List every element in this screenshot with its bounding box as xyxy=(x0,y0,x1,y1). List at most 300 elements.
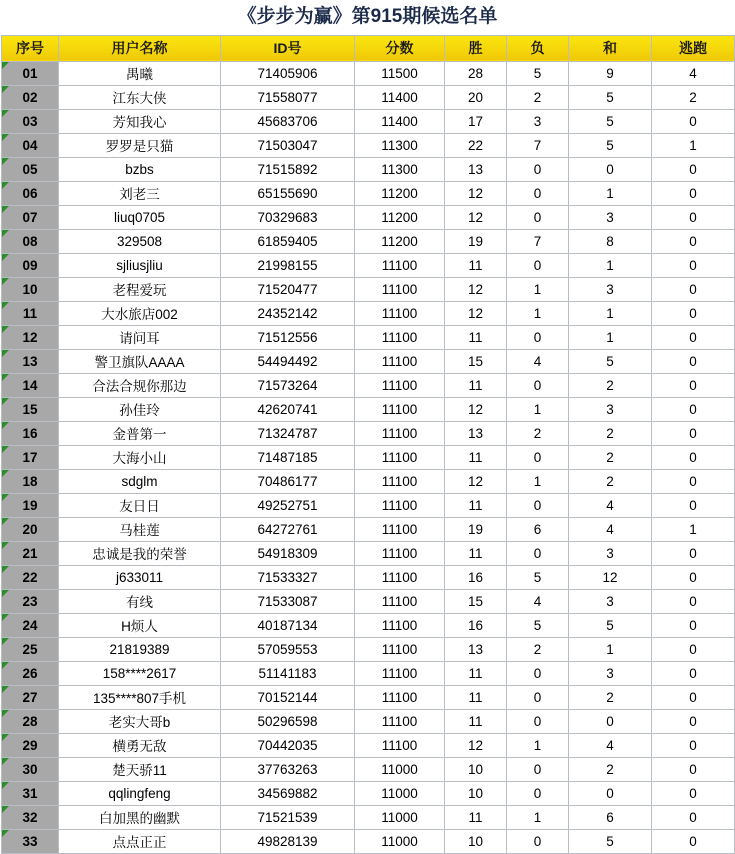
cell-losses: 0 xyxy=(507,373,569,397)
cell-score: 11000 xyxy=(355,805,445,829)
cell-id: 50296598 xyxy=(221,709,355,733)
table-row xyxy=(2,493,735,517)
cell-index: 23 xyxy=(2,589,59,613)
cell-losses: 0 xyxy=(507,181,569,205)
cell-losses: 4 xyxy=(507,589,569,613)
cell-draws: 4 xyxy=(569,733,652,757)
cell-wins: 12 xyxy=(445,181,507,205)
cell-index: 25 xyxy=(2,637,59,661)
cell-username: 江东大侠 xyxy=(59,85,221,109)
cell-wins: 11 xyxy=(445,685,507,709)
cell-losses: 0 xyxy=(507,685,569,709)
cell-score: 11100 xyxy=(355,349,445,373)
cell-id: 45683706 xyxy=(221,109,355,133)
cell-wins: 15 xyxy=(445,589,507,613)
cell-score: 11100 xyxy=(355,277,445,301)
cell-losses: 0 xyxy=(507,709,569,733)
cell-index: 28 xyxy=(2,709,59,733)
cell-draws: 9 xyxy=(569,61,652,85)
cell-id: 71503047 xyxy=(221,133,355,157)
cell-id: 42620741 xyxy=(221,397,355,421)
cell-wins: 11 xyxy=(445,253,507,277)
cell-draws: 5 xyxy=(569,613,652,637)
cell-escapes: 0 xyxy=(652,229,735,253)
cell-losses: 0 xyxy=(507,829,569,853)
cell-draws: 2 xyxy=(569,445,652,469)
cell-wins: 11 xyxy=(445,325,507,349)
cell-losses: 1 xyxy=(507,397,569,421)
cell-draws: 3 xyxy=(569,589,652,613)
cell-score: 11300 xyxy=(355,157,445,181)
cell-id: 71558077 xyxy=(221,85,355,109)
cell-username: 楚天骄11 xyxy=(59,757,221,781)
cell-escapes: 0 xyxy=(652,781,735,805)
cell-escapes: 0 xyxy=(652,421,735,445)
cell-index: 02 xyxy=(2,85,59,109)
table-header-row xyxy=(2,35,735,61)
cell-index: 16 xyxy=(2,421,59,445)
cell-id: 54918309 xyxy=(221,541,355,565)
table-row xyxy=(2,637,735,661)
cell-score: 11100 xyxy=(355,445,445,469)
cell-username: 芳知我心 xyxy=(59,109,221,133)
cell-username: bzbs xyxy=(59,157,221,181)
cell-draws: 3 xyxy=(569,661,652,685)
cell-id: 51141183 xyxy=(221,661,355,685)
cell-id: 71520477 xyxy=(221,277,355,301)
cell-losses: 7 xyxy=(507,133,569,157)
cell-wins: 12 xyxy=(445,733,507,757)
cell-losses: 1 xyxy=(507,733,569,757)
cell-wins: 11 xyxy=(445,493,507,517)
table-row xyxy=(2,565,735,589)
cell-id: 71573264 xyxy=(221,373,355,397)
table-row xyxy=(2,805,735,829)
cell-id: 65155690 xyxy=(221,181,355,205)
table-row xyxy=(2,829,735,853)
cell-losses: 0 xyxy=(507,757,569,781)
cell-escapes: 1 xyxy=(652,133,735,157)
cell-draws: 3 xyxy=(569,277,652,301)
cell-index: 12 xyxy=(2,325,59,349)
cell-draws: 2 xyxy=(569,469,652,493)
cell-username: 孙佳玲 xyxy=(59,397,221,421)
cell-index: 20 xyxy=(2,517,59,541)
cell-losses: 1 xyxy=(507,301,569,325)
cell-draws: 12 xyxy=(569,565,652,589)
cell-username: 金普第一 xyxy=(59,421,221,445)
cell-username: 有线 xyxy=(59,589,221,613)
cell-id: 70152144 xyxy=(221,685,355,709)
table-row xyxy=(2,781,735,805)
cell-draws: 0 xyxy=(569,709,652,733)
cell-id: 71512556 xyxy=(221,325,355,349)
cell-score: 11100 xyxy=(355,493,445,517)
cell-wins: 12 xyxy=(445,205,507,229)
cell-index: 10 xyxy=(2,277,59,301)
table-header xyxy=(2,35,735,61)
cell-losses: 1 xyxy=(507,805,569,829)
cell-score: 11100 xyxy=(355,661,445,685)
cell-username: 21819389 xyxy=(59,637,221,661)
cell-draws: 1 xyxy=(569,181,652,205)
cell-index: 19 xyxy=(2,493,59,517)
cell-score: 11100 xyxy=(355,685,445,709)
table-row xyxy=(2,301,735,325)
cell-losses: 2 xyxy=(507,85,569,109)
cell-escapes: 0 xyxy=(652,565,735,589)
cell-username: 329508 xyxy=(59,229,221,253)
cell-escapes: 0 xyxy=(652,397,735,421)
table-row xyxy=(2,325,735,349)
cell-id: 61859405 xyxy=(221,229,355,253)
cell-username: sjliusjliu xyxy=(59,253,221,277)
column-header-id: ID号 xyxy=(221,35,355,61)
table-row xyxy=(2,613,735,637)
table-row xyxy=(2,397,735,421)
cell-losses: 0 xyxy=(507,205,569,229)
table-row xyxy=(2,373,735,397)
cell-index: 33 xyxy=(2,829,59,853)
cell-draws: 1 xyxy=(569,301,652,325)
cell-username: 禺曦 xyxy=(59,61,221,85)
cell-wins: 12 xyxy=(445,277,507,301)
cell-draws: 2 xyxy=(569,757,652,781)
cell-draws: 1 xyxy=(569,253,652,277)
cell-index: 22 xyxy=(2,565,59,589)
cell-id: 34569882 xyxy=(221,781,355,805)
table-body xyxy=(2,61,735,853)
cell-username: 友日日 xyxy=(59,493,221,517)
cell-draws: 5 xyxy=(569,109,652,133)
cell-index: 32 xyxy=(2,805,59,829)
cell-id: 71487185 xyxy=(221,445,355,469)
table-row xyxy=(2,61,735,85)
cell-index: 06 xyxy=(2,181,59,205)
cell-losses: 5 xyxy=(507,613,569,637)
cell-losses: 0 xyxy=(507,445,569,469)
column-header-draws: 和 xyxy=(569,35,652,61)
cell-score: 11100 xyxy=(355,565,445,589)
cell-id: 71533087 xyxy=(221,589,355,613)
cell-wins: 16 xyxy=(445,613,507,637)
cell-losses: 7 xyxy=(507,229,569,253)
cell-wins: 17 xyxy=(445,109,507,133)
cell-username: 大海小山 xyxy=(59,445,221,469)
cell-score: 11100 xyxy=(355,709,445,733)
cell-score: 11300 xyxy=(355,133,445,157)
cell-score: 11100 xyxy=(355,421,445,445)
cell-id: 57059553 xyxy=(221,637,355,661)
cell-draws: 2 xyxy=(569,421,652,445)
cell-username: liuq0705 xyxy=(59,205,221,229)
cell-losses: 5 xyxy=(507,565,569,589)
cell-username: 请问耳 xyxy=(59,325,221,349)
cell-wins: 10 xyxy=(445,781,507,805)
cell-wins: 13 xyxy=(445,637,507,661)
table-row xyxy=(2,733,735,757)
cell-username: 白加黑的幽默 xyxy=(59,805,221,829)
cell-username: qqlingfeng xyxy=(59,781,221,805)
cell-draws: 8 xyxy=(569,229,652,253)
cell-id: 71405906 xyxy=(221,61,355,85)
table-row xyxy=(2,157,735,181)
cell-username: 158****2617 xyxy=(59,661,221,685)
cell-wins: 11 xyxy=(445,805,507,829)
cell-index: 31 xyxy=(2,781,59,805)
cell-losses: 0 xyxy=(507,493,569,517)
cell-username: 点点正正 xyxy=(59,829,221,853)
cell-wins: 11 xyxy=(445,541,507,565)
cell-wins: 10 xyxy=(445,829,507,853)
candidate-table xyxy=(1,35,735,854)
table-row xyxy=(2,661,735,685)
cell-escapes: 0 xyxy=(652,757,735,781)
cell-draws: 3 xyxy=(569,397,652,421)
cell-wins: 12 xyxy=(445,301,507,325)
cell-draws: 6 xyxy=(569,805,652,829)
cell-wins: 15 xyxy=(445,349,507,373)
cell-losses: 0 xyxy=(507,253,569,277)
cell-draws: 2 xyxy=(569,685,652,709)
cell-score: 11100 xyxy=(355,301,445,325)
cell-score: 11400 xyxy=(355,85,445,109)
cell-escapes: 0 xyxy=(652,637,735,661)
cell-score: 11200 xyxy=(355,229,445,253)
cell-wins: 10 xyxy=(445,757,507,781)
cell-losses: 0 xyxy=(507,325,569,349)
cell-escapes: 0 xyxy=(652,181,735,205)
cell-username: 马桂莲 xyxy=(59,517,221,541)
page-title: 《步步为赢》第915期候选名单 xyxy=(237,6,498,27)
table-row xyxy=(2,277,735,301)
cell-score: 11100 xyxy=(355,325,445,349)
cell-losses: 2 xyxy=(507,421,569,445)
cell-wins: 22 xyxy=(445,133,507,157)
cell-draws: 0 xyxy=(569,781,652,805)
cell-score: 11100 xyxy=(355,469,445,493)
cell-id: 49828139 xyxy=(221,829,355,853)
cell-index: 24 xyxy=(2,613,59,637)
cell-score: 11100 xyxy=(355,397,445,421)
cell-index: 05 xyxy=(2,157,59,181)
cell-losses: 5 xyxy=(507,61,569,85)
cell-index: 27 xyxy=(2,685,59,709)
cell-username: 135****807手机 xyxy=(59,685,221,709)
cell-username: H烦人 xyxy=(59,613,221,637)
column-header-wins: 胜 xyxy=(445,35,507,61)
column-header-username: 用户名称 xyxy=(59,35,221,61)
cell-draws: 0 xyxy=(569,157,652,181)
cell-id: 37763263 xyxy=(221,757,355,781)
cell-score: 11400 xyxy=(355,109,445,133)
cell-losses: 4 xyxy=(507,349,569,373)
cell-escapes: 0 xyxy=(652,589,735,613)
cell-index: 18 xyxy=(2,469,59,493)
cell-wins: 28 xyxy=(445,61,507,85)
cell-draws: 4 xyxy=(569,517,652,541)
cell-index: 07 xyxy=(2,205,59,229)
cell-username: 合法合规你那边 xyxy=(59,373,221,397)
cell-index: 30 xyxy=(2,757,59,781)
cell-escapes: 0 xyxy=(652,205,735,229)
column-header-losses: 负 xyxy=(507,35,569,61)
cell-id: 71521539 xyxy=(221,805,355,829)
cell-draws: 5 xyxy=(569,85,652,109)
cell-score: 11100 xyxy=(355,541,445,565)
table-row xyxy=(2,421,735,445)
cell-index: 04 xyxy=(2,133,59,157)
cell-username: 罗罗是只猫 xyxy=(59,133,221,157)
cell-escapes: 0 xyxy=(652,685,735,709)
cell-score: 11000 xyxy=(355,829,445,853)
cell-escapes: 0 xyxy=(652,445,735,469)
cell-index: 14 xyxy=(2,373,59,397)
cell-score: 11100 xyxy=(355,613,445,637)
cell-wins: 19 xyxy=(445,517,507,541)
cell-escapes: 0 xyxy=(652,325,735,349)
table-row xyxy=(2,181,735,205)
cell-index: 17 xyxy=(2,445,59,469)
cell-draws: 3 xyxy=(569,205,652,229)
cell-losses: 0 xyxy=(507,157,569,181)
cell-index: 09 xyxy=(2,253,59,277)
table-row xyxy=(2,205,735,229)
cell-score: 11100 xyxy=(355,517,445,541)
cell-escapes: 4 xyxy=(652,61,735,85)
cell-escapes: 0 xyxy=(652,109,735,133)
cell-escapes: 0 xyxy=(652,613,735,637)
cell-draws: 1 xyxy=(569,325,652,349)
cell-id: 64272761 xyxy=(221,517,355,541)
cell-score: 11100 xyxy=(355,373,445,397)
column-header-escapes: 逃跑 xyxy=(652,35,735,61)
cell-username: 老实大哥b xyxy=(59,709,221,733)
table-row xyxy=(2,469,735,493)
cell-id: 21998155 xyxy=(221,253,355,277)
table-row xyxy=(2,685,735,709)
cell-losses: 3 xyxy=(507,109,569,133)
cell-index: 15 xyxy=(2,397,59,421)
cell-score: 11000 xyxy=(355,757,445,781)
cell-escapes: 0 xyxy=(652,709,735,733)
table-row xyxy=(2,541,735,565)
cell-escapes: 0 xyxy=(652,733,735,757)
cell-score: 11100 xyxy=(355,253,445,277)
column-header-score: 分数 xyxy=(355,35,445,61)
cell-index: 11 xyxy=(2,301,59,325)
cell-wins: 11 xyxy=(445,373,507,397)
cell-escapes: 0 xyxy=(652,661,735,685)
cell-escapes: 0 xyxy=(652,253,735,277)
cell-wins: 11 xyxy=(445,445,507,469)
cell-escapes: 0 xyxy=(652,469,735,493)
cell-id: 40187134 xyxy=(221,613,355,637)
cell-index: 21 xyxy=(2,541,59,565)
cell-username: 大水旅店002 xyxy=(59,301,221,325)
cell-username: j633011 xyxy=(59,565,221,589)
cell-wins: 11 xyxy=(445,709,507,733)
cell-username: 老程爱玩 xyxy=(59,277,221,301)
table-row xyxy=(2,589,735,613)
cell-id: 70486177 xyxy=(221,469,355,493)
table-row xyxy=(2,85,735,109)
cell-index: 13 xyxy=(2,349,59,373)
cell-id: 54494492 xyxy=(221,349,355,373)
cell-escapes: 0 xyxy=(652,493,735,517)
cell-id: 49252751 xyxy=(221,493,355,517)
cell-id: 71533327 xyxy=(221,565,355,589)
table-row xyxy=(2,709,735,733)
cell-losses: 0 xyxy=(507,541,569,565)
cell-score: 11000 xyxy=(355,781,445,805)
table-row xyxy=(2,109,735,133)
cell-username: 忠诚是我的荣誉 xyxy=(59,541,221,565)
cell-losses: 1 xyxy=(507,469,569,493)
cell-index: 26 xyxy=(2,661,59,685)
cell-escapes: 0 xyxy=(652,805,735,829)
cell-username: 刘老三 xyxy=(59,181,221,205)
table-row xyxy=(2,445,735,469)
cell-draws: 5 xyxy=(569,349,652,373)
column-header-index: 序号 xyxy=(2,35,59,61)
cell-wins: 19 xyxy=(445,229,507,253)
cell-username: 警卫旗队AAAA xyxy=(59,349,221,373)
cell-score: 11100 xyxy=(355,637,445,661)
cell-losses: 2 xyxy=(507,637,569,661)
cell-draws: 5 xyxy=(569,133,652,157)
cell-score: 11200 xyxy=(355,205,445,229)
cell-escapes: 0 xyxy=(652,349,735,373)
cell-score: 11100 xyxy=(355,733,445,757)
cell-wins: 20 xyxy=(445,85,507,109)
cell-draws: 4 xyxy=(569,493,652,517)
cell-wins: 13 xyxy=(445,157,507,181)
cell-index: 08 xyxy=(2,229,59,253)
cell-losses: 0 xyxy=(507,661,569,685)
table-row xyxy=(2,133,735,157)
table-row xyxy=(2,349,735,373)
cell-wins: 13 xyxy=(445,421,507,445)
cell-escapes: 2 xyxy=(652,85,735,109)
cell-draws: 2 xyxy=(569,373,652,397)
cell-score: 11500 xyxy=(355,61,445,85)
cell-wins: 11 xyxy=(445,661,507,685)
cell-wins: 16 xyxy=(445,565,507,589)
cell-losses: 1 xyxy=(507,277,569,301)
table-row xyxy=(2,229,735,253)
cell-index: 29 xyxy=(2,733,59,757)
cell-score: 11200 xyxy=(355,181,445,205)
cell-escapes: 0 xyxy=(652,541,735,565)
table-row xyxy=(2,757,735,781)
cell-username: sdglm xyxy=(59,469,221,493)
cell-escapes: 0 xyxy=(652,157,735,181)
cell-losses: 0 xyxy=(507,781,569,805)
cell-wins: 12 xyxy=(445,397,507,421)
cell-username: 横勇无敌 xyxy=(59,733,221,757)
cell-escapes: 0 xyxy=(652,829,735,853)
cell-escapes: 0 xyxy=(652,301,735,325)
cell-id: 71515892 xyxy=(221,157,355,181)
cell-wins: 12 xyxy=(445,469,507,493)
cell-escapes: 0 xyxy=(652,373,735,397)
table-row xyxy=(2,253,735,277)
cell-draws: 3 xyxy=(569,541,652,565)
cell-index: 03 xyxy=(2,109,59,133)
cell-id: 24352142 xyxy=(221,301,355,325)
cell-id: 70442035 xyxy=(221,733,355,757)
